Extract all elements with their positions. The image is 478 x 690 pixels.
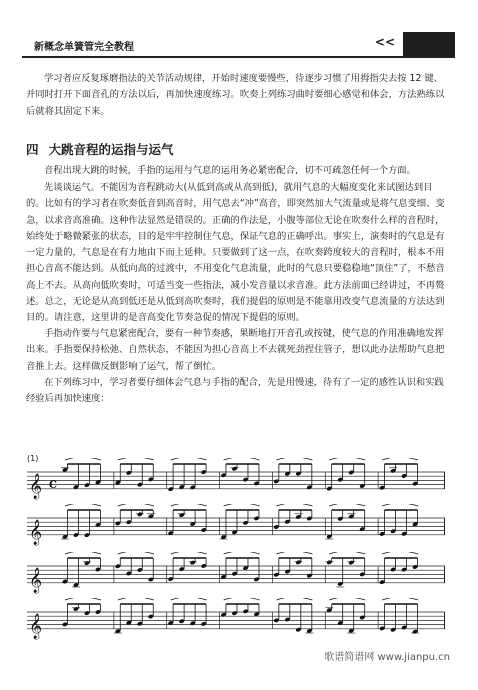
slur	[329, 598, 365, 600]
slur	[171, 598, 207, 600]
slur	[171, 504, 207, 506]
site-watermark: 歌谱简谱网 www.jianpu.cn	[324, 652, 450, 663]
body-paragraph-4: 在下列练习中，学习者要仔细体会气息与手指的配合，先是用慢速，待有了一定的感性认识和实践经验后再加快速度：	[26, 377, 444, 405]
music-staff-1	[27, 458, 445, 504]
slur	[224, 552, 260, 554]
slur	[224, 458, 260, 460]
section-heading	[26, 140, 184, 158]
slur	[276, 552, 312, 554]
exercise-label: (1)	[27, 454, 39, 463]
slur	[65, 552, 101, 554]
slur	[382, 458, 418, 460]
time-signature: C	[49, 479, 57, 491]
slur	[329, 552, 365, 554]
slur	[118, 458, 154, 460]
slur	[382, 504, 418, 506]
music-staff-4	[27, 598, 445, 644]
slur	[65, 458, 101, 460]
slur	[65, 504, 101, 506]
slur	[171, 552, 207, 554]
treble-clef: 𝄞	[29, 519, 43, 545]
treble-clef: 𝄞	[29, 567, 43, 593]
body-paragraph-2: 先谈谈运气。不能因为音程跳动大(从低到高或从高到低)，就用气息的大幅度变化来试图达到目的。比如有的学习者在吹奏低音到高音时，用气息去“冲”高音，即突然加大气流量或是将气息变细、变急，以求音高准确。这种作法显然是错误的。正确的作法是，小腹等部位无论在吹奏什么样的音程时，始终处于略微紧张的状态，目的是牢牢控制住气息，保证气息的正确呼出。事实上，演奏时的气息是有一定力量的，气息是在有力地由下而上延伸。只要做到了这一点，在吹奏跨度较大的音程时，根本不用担心音高不能达到。从低向高的过渡中，不用变化气息流量，此时的气息只要稳稳地“顶住”了，不愁音高上不去。从高向低吹奏时，可适当变一些指法，减小发音量以求音准。此方法前面已经讲过，不再赘述。总之，无论是从高到低还是从低到高吹奏时，我们提倡的原则是不能靠用改变气息流量的方法达到目的。请注意，这里讲的是音高变化节奏急促的情况下提倡的原则。	[26, 182, 445, 324]
slur	[65, 598, 101, 600]
treble-clef: 𝄞	[29, 613, 43, 639]
music-staff-2	[27, 504, 445, 550]
body-paragraph-1: 音程出现大跳的时候，手指的运用与气息的运用务必紧密配合，切不可疏忽任何一个方面。	[44, 165, 416, 176]
slur	[276, 504, 312, 506]
slur	[276, 598, 312, 600]
slur	[382, 552, 418, 554]
slur	[329, 458, 365, 460]
page-header	[22, 32, 455, 56]
nav-back-icon[interactable]: <<	[374, 35, 395, 49]
music-staff-3	[27, 552, 445, 598]
section-number: 四	[26, 142, 39, 157]
slur	[224, 504, 260, 506]
slur	[329, 504, 365, 506]
section-title: 大跳音程的运指与运气	[48, 142, 174, 157]
slur	[224, 598, 260, 600]
slur	[118, 552, 154, 554]
slur	[118, 504, 154, 506]
slur	[382, 598, 418, 600]
header-rule	[22, 56, 455, 58]
body-paragraph-3: 手指动作要与气息紧密配合，要有一种节奏感，果断地打开音孔或按键，使气息的作用准确地发挥出来。手指要保持松弛、自然状态，不能因为担心音高上不去就死劲捏住管子，想以此办法帮助气息把音推上去。这样做反倒影响了运气，帮了倒忙。	[26, 328, 445, 372]
slur	[171, 458, 207, 460]
intro-paragraph: 学习者应反复琢磨指法的关节活动规律，开始时速度要慢些，待逐步习惯了用拇指尖去按 12 键、并同时打开下面音孔的方法以后，再加快速度练习。吹奏上列练习曲时要细心感觉和体会，方法熟练以后就将其固定下来。	[26, 73, 445, 117]
slur	[118, 598, 154, 600]
book-title: 新概念单簧管完全教程	[34, 42, 134, 53]
slur	[276, 458, 312, 460]
header-tab-block	[403, 32, 455, 58]
treble-clef: 𝄞	[29, 473, 43, 499]
